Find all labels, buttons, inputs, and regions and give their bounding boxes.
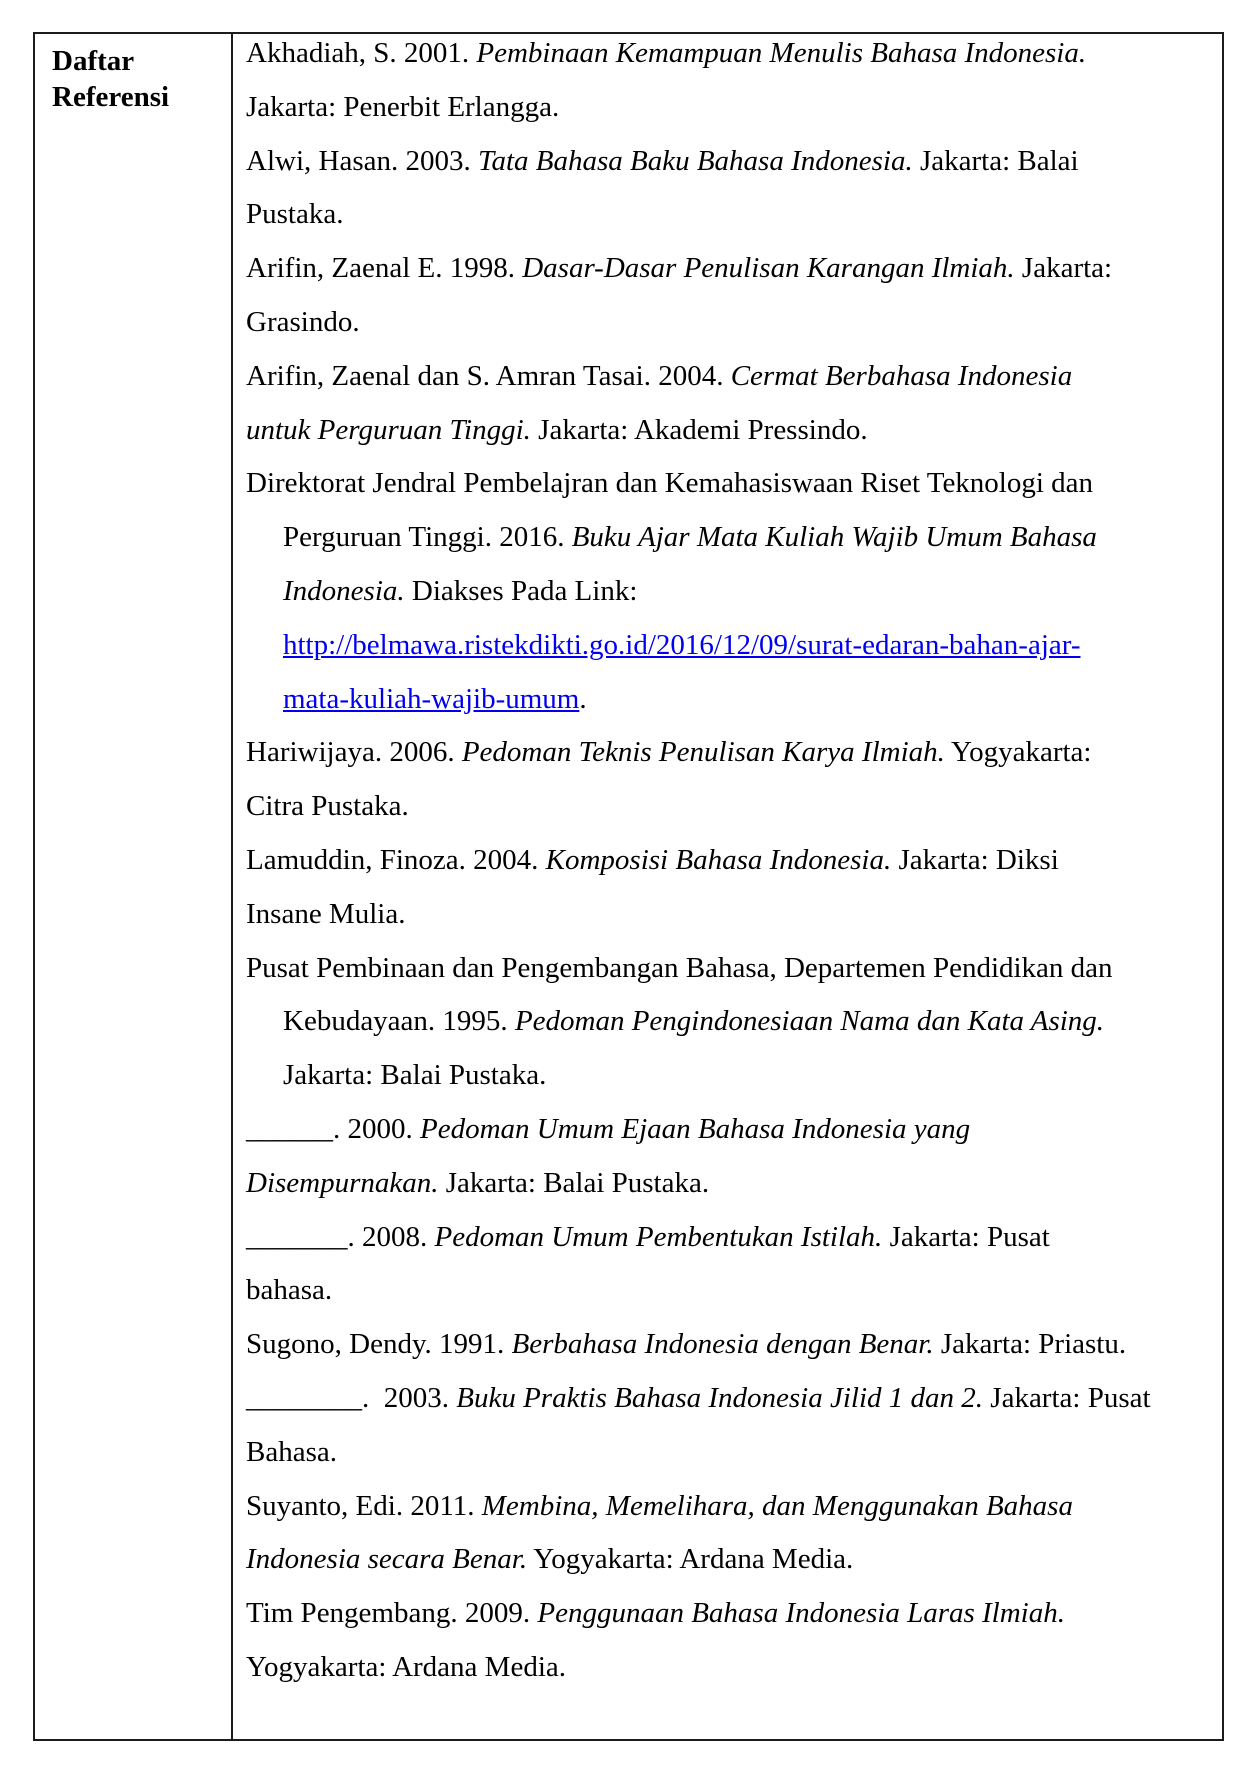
reference-title-text: Pedoman Teknis Penulisan Karya Ilmiah. (461, 736, 945, 769)
reference-text: Tim Pengembang. 2009. (246, 1597, 538, 1630)
reference-line (246, 188, 1212, 242)
references-table (33, 32, 1224, 1741)
reference-text: Citra Pustaka. (246, 790, 409, 823)
reference-line (246, 565, 1212, 619)
reference-title-text: Dasar-Dasar Penulisan Karangan Ilmiah. (522, 252, 1015, 285)
reference-line (246, 34, 1212, 81)
reference-text: Jakarta: Pusat (983, 1381, 1151, 1414)
reference-line (246, 995, 1212, 1049)
reference-text: Diakses Pada Link: (404, 574, 638, 607)
reference-line (246, 242, 1212, 296)
reference-text: Akhadiah, S. 2001. (246, 37, 477, 69)
reference-line (246, 135, 1212, 189)
reference-text: Direktorat Jendral Pembelajran dan Kemahasiswaan Riset Teknologi dan (246, 467, 1094, 500)
reference-text: Yogyakarta: (944, 736, 1092, 769)
reference-line (246, 1372, 1212, 1426)
reference-title-text: Buku Praktis Bahasa Indonesia Jilid 1 dan 2. (456, 1381, 984, 1414)
reference-text: Jakarta: Balai (912, 144, 1079, 177)
reference-text: Arifin, Zaenal E. 1998. (246, 252, 523, 285)
reference-line (246, 1103, 1212, 1157)
references-header-cell (35, 34, 233, 1739)
reference-link[interactable]: mata-kuliah-wajib-umum (283, 682, 580, 715)
reference-title-text: Cermat Berbahasa Indonesia (730, 359, 1073, 392)
reference-text: bahasa. (246, 1274, 333, 1307)
reference-text: Pustaka. (246, 198, 344, 231)
reference-text: Lamuddin, Finoza. 2004. (246, 843, 546, 876)
reference-title-text: Pedoman Pengindonesiaan Nama dan Kata Asing. (514, 1005, 1105, 1038)
reference-text: Jakarta: Pusat (882, 1220, 1050, 1253)
reference-text: ________. 2003. (246, 1381, 457, 1414)
reference-text: Insane Mulia. (246, 897, 406, 930)
reference-text: Alwi, Hasan. 2003. (246, 144, 478, 177)
reference-title-text: Pembinaan Kemampuan Menulis Bahasa Indonesia. (476, 37, 1087, 69)
reference-line (246, 511, 1212, 565)
reference-text: Jakarta: Balai Pustaka. (283, 1059, 547, 1092)
reference-text: Jakarta: Akademi Pressindo. (530, 413, 868, 446)
reference-text: Yogyakarta: Ardana Media. (246, 1650, 567, 1683)
reference-text: Kebudayaan. 1995. (283, 1005, 515, 1038)
reference-line (246, 673, 1212, 727)
reference-text: Jakarta: Penerbit Erlangga. (246, 90, 560, 123)
reference-text: Yogyakarta: Ardana Media. (527, 1543, 854, 1576)
reference-line (246, 1211, 1212, 1265)
reference-line (246, 1641, 1212, 1695)
reference-line (246, 1533, 1212, 1587)
reference-line (246, 1318, 1212, 1372)
reference-text: Grasindo. (246, 305, 360, 338)
reference-title-text: Berbahasa Indonesia dengan Benar. (511, 1328, 934, 1361)
reference-title-text: Komposisi Bahasa Indonesia. (545, 843, 892, 876)
reference-text: Perguruan Tinggi. 2016. (283, 521, 572, 554)
reference-line (246, 888, 1212, 942)
reference-line (246, 81, 1212, 135)
reference-text: Sugono, Dendy. 1991. (246, 1328, 512, 1361)
reference-text: Jakarta: Diksi (891, 843, 1059, 876)
reference-line (246, 350, 1212, 404)
reference-title-text: untuk Perguruan Tinggi. (246, 413, 531, 446)
reference-text: Jakarta: Balai Pustaka. (438, 1166, 710, 1199)
reference-line (246, 619, 1212, 673)
reference-title-text: Membina, Memelihara, dan Menggunakan Bahasa (481, 1489, 1073, 1522)
reference-line (246, 1426, 1212, 1480)
reference-line (246, 780, 1212, 834)
reference-line (246, 457, 1212, 511)
reference-line (246, 1587, 1212, 1641)
reference-title-text: Indonesia. (283, 574, 405, 607)
reference-line (246, 1480, 1212, 1534)
reference-line (246, 1157, 1212, 1211)
reference-text: Jakarta: Priastu. (933, 1328, 1127, 1361)
reference-title-text: Indonesia secara Benar. (246, 1543, 528, 1576)
reference-line (246, 404, 1212, 458)
references-lines (246, 34, 1212, 1695)
reference-line (246, 1264, 1212, 1318)
reference-text: . (579, 682, 587, 715)
reference-title-text: Penggunaan Bahasa Indonesia Laras Ilmiah. (537, 1597, 1065, 1630)
reference-title-text: Buku Ajar Mata Kuliah Wajib Umum Bahasa (571, 521, 1097, 554)
reference-line (246, 296, 1212, 350)
reference-text: _______. 2008. (246, 1220, 435, 1253)
reference-line (246, 1049, 1212, 1103)
reference-line (246, 942, 1212, 996)
reference-title-text: Disempurnakan. (246, 1166, 439, 1199)
reference-text: Jakarta: (1014, 252, 1113, 285)
reference-line (246, 834, 1212, 888)
reference-text: Bahasa. (246, 1435, 337, 1468)
reference-title-text: Pedoman Umum Pembentukan Istilah. (434, 1220, 883, 1253)
reference-text: Hariwijaya. 2006. (246, 736, 462, 769)
reference-text: Arifin, Zaenal dan S. Amran Tasai. 2004. (246, 359, 731, 392)
reference-text: ______. 2000. (246, 1112, 420, 1145)
references-list-cell (233, 34, 1222, 1739)
references-header-label: Daftar Referensi (52, 45, 170, 113)
reference-link[interactable]: http://belmawa.ristekdikti.go.id/2016/12/09/surat-edaran-bahan-ajar- (283, 628, 1081, 661)
reference-title-text: Pedoman Umum Ejaan Bahasa Indonesia yang (420, 1112, 971, 1145)
reference-title-text: Tata Bahasa Baku Bahasa Indonesia. (477, 144, 913, 177)
reference-text: Pusat Pembinaan dan Pengembangan Bahasa, Departemen Pendidikan dan (246, 951, 1113, 984)
reference-text: Suyanto, Edi. 2011. (246, 1489, 482, 1522)
reference-line (246, 726, 1212, 780)
